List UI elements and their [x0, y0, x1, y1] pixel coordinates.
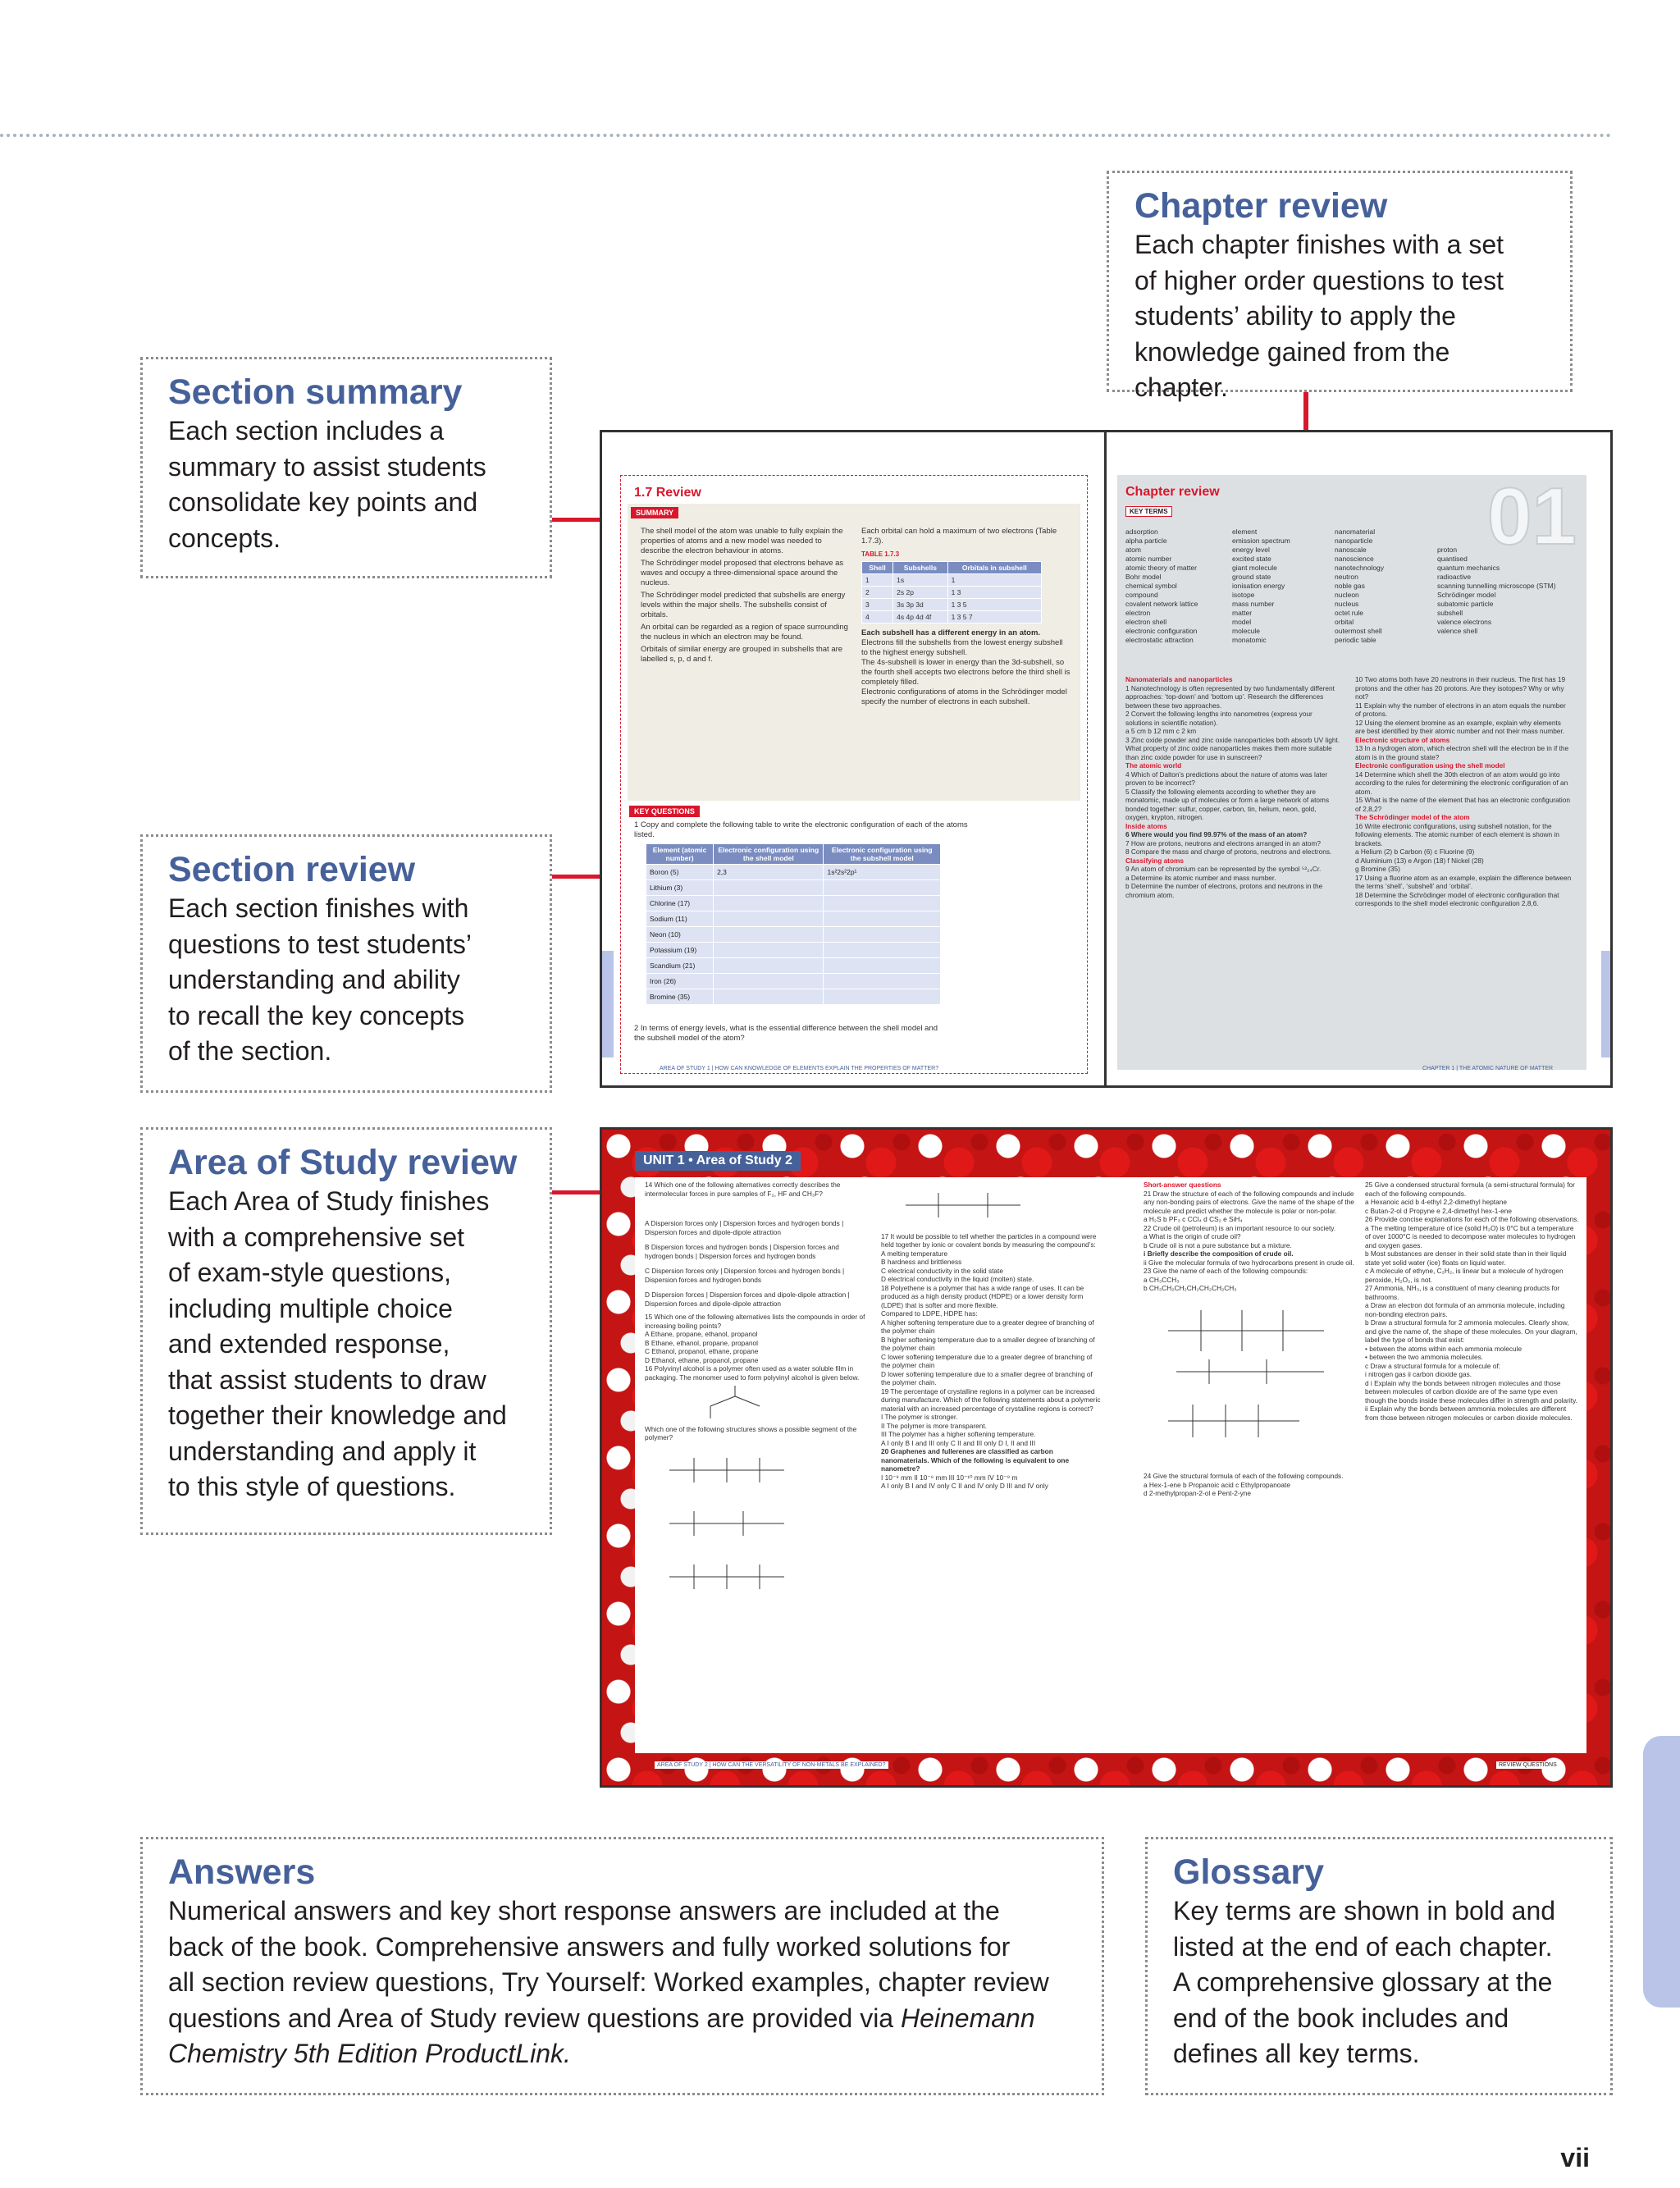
table-header: Shell [862, 562, 893, 574]
subheading: Electronic structure of atoms [1355, 735, 1450, 744]
key-term: element [1232, 528, 1258, 536]
table-cell: 1 3 5 7 [947, 611, 1041, 624]
aos-review-line: with a comprehensive set [168, 1222, 465, 1252]
answer-option: • between the atoms within each ammonia molecule [1365, 1344, 1522, 1353]
answer-option: A Ethane, propane, ethanol, propanol [645, 1330, 758, 1338]
question: 12 Using the element bromine as an example, explain why elements are best identified by their atomic number and not their mass number. [1355, 718, 1565, 735]
answer-option: a What is the origin of crude oil? [1144, 1232, 1241, 1240]
key-question-2: 2 In terms of energy levels, what is the essential difference between the shell model and the subshell model of the atom? [634, 1024, 938, 1043]
question: 10 Two atoms both have 20 neutrons in their nucleus. The first has 19 protons and the other has 20 protons. Are they isotopes? Why or why not? [1355, 675, 1566, 701]
question: b Determine the number of electrons, protons and neutrons in the chromium atom. [1125, 882, 1323, 899]
summary-bullet: The Schrödinger model proposed that electrons behave as waves and occupy a three-dimensional space around the nucleus. [641, 559, 844, 587]
key-term: Schrödinger model [1437, 591, 1496, 599]
key-term: mass number [1232, 600, 1275, 608]
answer-option: A melting temperature [881, 1249, 948, 1258]
question: a Determine its atomic number and mass number. [1125, 873, 1276, 882]
key-term: radioactive [1437, 573, 1472, 581]
key-term: valence electrons [1437, 618, 1492, 626]
section-review-line: understanding and ability [168, 965, 460, 994]
section-summary-line: Each section includes a [168, 416, 445, 445]
question: Compared to LDPE, HDPE has: [881, 1309, 978, 1318]
answers-product-name: Heinemann [900, 2003, 1035, 2033]
question: 11 Explain why the number of electrons in an atom equals the number of protons. [1355, 701, 1566, 718]
aos-review-line: and extended response, [168, 1329, 450, 1359]
spread-section-chapter-review [600, 430, 1613, 1088]
question: d Aluminium (13) e Argon (18) f Nickel (28) [1355, 856, 1484, 865]
answer-option: B higher softening temperature due to a smaller degree of branching of the polymer chain [881, 1335, 1095, 1352]
key-term: atom [1125, 546, 1141, 554]
glossary-title: Glossary [1173, 1852, 1325, 1892]
aos-column-1 [645, 1181, 866, 1603]
answer-option: C lower softening temperature due to a greater degree of branching of the polymer chain [881, 1352, 1093, 1369]
key-terms-column [1232, 528, 1335, 645]
section-summary-line: consolidate key points and [168, 487, 478, 517]
section-review-line: questions to test students’ [168, 929, 472, 959]
table-header: Element (atomic number) [646, 844, 714, 865]
answers-line: all section review questions, Try Yourself: Worked examples, chapter review [168, 1967, 1049, 1997]
table-cell: 1 3 5 [947, 599, 1041, 611]
glossary-line: defines all key terms. [1173, 2039, 1420, 2068]
summary-bullet: The shell model of the atom was unable to fully explain the properties of atoms and a new model was needed to describe the electron behaviour in atoms. [641, 527, 843, 555]
section-review-title: Section review [168, 850, 416, 889]
review-heading: 1.7 Review [634, 486, 701, 500]
table-cell: 1s [893, 574, 947, 587]
table-cell: 1s²2s²2p¹ [824, 865, 941, 880]
summary-box [628, 504, 1080, 801]
key-term: noble gas [1335, 582, 1365, 590]
section-summary-callout [140, 357, 552, 578]
glossary-callout [1145, 1837, 1613, 2095]
table-header: Subshells [893, 562, 947, 574]
question: 14 Which one of the following alternatives correctly describes the intermolecular forces in pure samples of F₂, HF and CH₃F? [645, 1181, 841, 1198]
key-terms-column [1437, 546, 1560, 636]
answer-option: D Dispersion forces | Dispersion forces and dipole-dipole attraction | Dispersion forces and dipole-dipole attraction [645, 1290, 850, 1308]
table-cell: 2s 2p [893, 587, 947, 599]
answer-option: c A molecule of ethyne, C₂H₂, is linear but a molecule of hydrogen peroxide, H₂O₂, is not. [1365, 1267, 1564, 1284]
answer-option: a CH₃CCH₃ [1144, 1275, 1180, 1284]
answer-option: a H₂S b PF₃ c CCl₄ d CS₂ e SiH₄ [1144, 1215, 1243, 1223]
answer-option: i nitrogen gas ii carbon dioxide gas. [1365, 1370, 1472, 1378]
section-summary-line: concepts. [168, 523, 281, 553]
subheading: Short-answer questions [1144, 1181, 1221, 1189]
key-term: valence shell [1437, 627, 1478, 635]
chapter-review-title: Chapter review [1134, 186, 1388, 226]
question: 1 Nanotechnology is often represented by two fundamentally different approaches: ‘top-down’ and ‘bottom up’. Research the differences between these two approaches. [1125, 683, 1335, 710]
aos-review-line: including multiple choice [168, 1293, 453, 1323]
answer-option: b Draw a structural formula for 2 ammonia molecules. Clearly show, and give the name of, the shape of these molecules. On your diagram, label the type of bonds that exist: [1365, 1318, 1577, 1344]
aos-review-title: Area of Study review [168, 1143, 518, 1182]
key-term: isotope [1232, 591, 1255, 599]
key-term: matter [1232, 609, 1253, 617]
answer-option: i Briefly describe the composition of crude oil. [1144, 1249, 1294, 1258]
table-cell: Iron (26) [646, 974, 714, 989]
key-terms-column [1125, 528, 1228, 645]
question: 16 Write electronic configurations, using subshell notation, for the following elements. The atomic number of each element is shown in brackets. [1355, 821, 1559, 847]
table-cell: 3 [862, 599, 893, 611]
answer-option: d i Explain why the bonds between nitrogen molecules and those between molecules of carbon dioxide are of the same type even though the bonds inside these molecules differ in strength and polarity. [1365, 1378, 1577, 1405]
key-term: covalent network lattice [1125, 600, 1198, 608]
left-page [620, 475, 1088, 1074]
question: 4 Which of Dalton’s predictions about the nature of atoms was later proven to be incorrect? [1125, 770, 1328, 787]
summary-column-2 [861, 527, 1071, 707]
question: 13 In a hydrogen atom, which electron shell will the electron be in if the atom is in the ground state? [1355, 744, 1569, 761]
chapter-review-callout [1107, 171, 1573, 402]
table-cell: Lithium (3) [646, 880, 714, 896]
key-term: adsorption [1125, 528, 1158, 536]
section-review-callout [140, 834, 552, 1093]
glossary-line: end of the book includes and [1173, 2003, 1509, 2033]
aos-column-4 [1365, 1181, 1580, 1422]
summary-bullet: Each orbital can hold a maximum of two electrons (Table 1.7.3). [861, 527, 1057, 546]
question: 21 Draw the structure of each of the following compounds and include any non-bonding pairs of electrons. Give the name of the shape of the molecule and predict whether the molecule is polar or non-polar. [1144, 1189, 1354, 1215]
answers-line: Numerical answers and key short response answers are included at the [168, 1896, 1000, 1925]
answer-option: I 10⁻⁹ mm II 10⁻⁶ mm III 10⁻¹⁰ mm IV 10⁻⁹ m [881, 1473, 1018, 1482]
question: 19 The percentage of crystalline regions in a polymer can be increased during manufacture. Which of the following statements about a polymeric material with an increased percentage of crystalline regions is correct? [881, 1386, 1101, 1413]
page-number: vii [1560, 2143, 1590, 2172]
key-term: scanning tunnelling microscope (STM) [1437, 582, 1556, 590]
table-cell: Neon (10) [646, 927, 714, 943]
aos-review-callout [140, 1127, 552, 1535]
question: 15 What is the name of the element that has an electronic configuration of 2,8,2? [1355, 796, 1570, 813]
question: a 5 cm b 12 mm c 2 km [1125, 727, 1197, 735]
question: 22 Crude oil (petroleum) is an important resource to our society. [1144, 1223, 1336, 1232]
answer-option: C electrical conductivity in the solid state [881, 1266, 1003, 1275]
key-term: ionisation energy [1232, 582, 1285, 590]
key-term: nanoparticle [1335, 537, 1373, 545]
question: 15 Which one of the following alternatives lists the compounds in order of increasing boiling points? [645, 1313, 865, 1330]
key-term: compound [1125, 591, 1158, 599]
question: 27 Ammonia, NH₃, is a constituent of many cleaning products for bathrooms. [1365, 1284, 1560, 1301]
answer-option: D lower softening temperature due to a smaller degree of branching of the polymer chain. [881, 1369, 1093, 1386]
key-term: nucleon [1335, 591, 1359, 599]
left-page-tab [602, 951, 614, 1057]
chapter-review-line: of higher order questions to test [1134, 265, 1504, 295]
key-term: model [1232, 618, 1252, 626]
key-term: octet rule [1335, 609, 1363, 617]
table-cell: 4 [862, 611, 893, 624]
answer-option: A I only B I and III only C II and III only D I, II and III [881, 1438, 1036, 1447]
key-term: electron [1125, 609, 1151, 617]
question: 23 Give the name of each of the following compounds: [1144, 1267, 1308, 1275]
aos-review-line: to this style of questions. [168, 1472, 456, 1501]
table-cell: Scandium (21) [646, 958, 714, 974]
answer-option: a Hexanoic acid b 4-ethyl 2,2-dimethyl heptane [1365, 1198, 1507, 1206]
question: 5 Classify the following elements according to whether they are monatomic, made up of molecules or form a large network of atoms bonded together: sulfur, copper, carbon, tin, helium, neon, gold, oxygen, krypton, nitrogen. [1125, 787, 1330, 821]
question: 25 Give a condensed structural formula (a semi-structural formula) for each of the following compounds. [1365, 1181, 1575, 1198]
section-review-line: to recall the key concepts [168, 1000, 465, 1030]
aos-review-line: understanding and apply it [168, 1436, 477, 1466]
key-term: alpha particle [1125, 537, 1167, 545]
right-footer: CHAPTER 1 | THE ATOMIC NATURE OF MATTER [1422, 1066, 1554, 1071]
table-cell: 1 [947, 574, 1041, 587]
subheading: The Schrödinger model of the atom [1355, 813, 1470, 821]
key-term: energy level [1232, 546, 1270, 554]
key-term: electronic configuration [1125, 627, 1198, 635]
summary-label: SUMMARY [631, 507, 678, 518]
table-cell: 1 3 [947, 587, 1041, 599]
top-dotted-rule [0, 134, 1612, 137]
question: Which one of the following structures shows a possible segment of the polymer? [645, 1424, 857, 1441]
answer-option: A Dispersion forces only | Dispersion forces and hydrogen bonds | Dispersion forces and dipole-dipole attraction [645, 1219, 844, 1236]
summary-bullet: Each subshell has a different energy in an atom. [861, 628, 1041, 637]
aos-column-3 [1144, 1181, 1357, 1498]
polymer-option-diagrams [645, 1446, 809, 1601]
key-term: nanotechnology [1335, 564, 1385, 572]
question: 17 Using a fluorine atom as an example, explain the difference between the terms ‘shell’, ‘subshell’ and ‘orbital’. [1355, 873, 1572, 890]
key-term: atomic theory of matter [1125, 564, 1197, 572]
answer-option: B Dispersion forces and hydrogen bonds | Dispersion forces and hydrogen bonds | Dispersion forces and hydrogen bonds [645, 1243, 839, 1260]
table-header: Orbitals in subshell [947, 562, 1041, 574]
answer-option: D Ethanol, ethane, propanol, propane [645, 1355, 759, 1364]
right-page [1117, 471, 1586, 1070]
section-summary-line: summary to assist students [168, 451, 486, 482]
chapter-review-line: students’ ability to apply the [1134, 301, 1456, 331]
key-term: nanoscience [1335, 555, 1374, 563]
answer-option: d 2-methylpropan-2-ol e Pent-2-yne [1144, 1489, 1251, 1497]
glossary-line: Key terms are shown in bold and [1173, 1896, 1556, 1925]
table-header: Electronic configuration using the subshell model [824, 844, 941, 865]
answer-option: ii Explain why the bonds between ammonia molecules are different from those between nitrogen molecules or carbon dioxide molecules. [1365, 1405, 1573, 1422]
answer-option: B hardness and brittleness [881, 1258, 962, 1266]
answer-option: C Dispersion forces only | Dispersion forces and hydrogen bonds | Dispersion forces and hydrogen bonds [645, 1267, 845, 1284]
key-term: orbital [1335, 618, 1354, 626]
glossary-line: A comprehensive glossary at the [1173, 1967, 1553, 1997]
key-term: subatomic particle [1437, 600, 1494, 608]
answer-option: C Ethanol, propanol, ethane, propane [645, 1347, 759, 1355]
table-caption: TABLE 1.7.3 [861, 550, 900, 558]
section-review-line: of the section. [168, 1036, 332, 1066]
key-term: subshell [1437, 609, 1463, 617]
aos-review-line: of exam-style questions, [168, 1258, 452, 1287]
subheading: Nanomaterials and nanoparticles [1125, 675, 1233, 683]
question: 14 Determine which shell the 30th electron of an atom would go into according to the rules for determining the electronic configuration of an atom. [1355, 770, 1568, 796]
summary-bullet: The Schrödinger model predicted that subshells are energy levels within the major shells. The subshells consist of orbitals. [641, 591, 846, 619]
key-term: emission spectrum [1232, 537, 1290, 545]
key-term: chemical symbol [1125, 582, 1177, 590]
key-term: quantised [1437, 555, 1468, 563]
key-term: neutron [1335, 573, 1358, 581]
chapter-questions-left [1125, 675, 1340, 899]
table-cell: Bromine (35) [646, 989, 714, 1005]
table-cell: Chlorine (17) [646, 896, 714, 911]
answer-option: b Most substances are denser in their solid state than in their liquid state yet solid water (ice) floats on liquid water. [1365, 1249, 1567, 1267]
answer-option: a Draw an electron dot formula of an ammonia molecule, including non-bonding electron pairs. [1365, 1301, 1565, 1318]
aos-banner: UNIT 1 • Area of Study 2 [635, 1151, 801, 1171]
section-summary-title: Section summary [168, 372, 463, 412]
question: 18 Polyethene is a polymer that has a wide range of uses. It can be produced as a high density product (HDPE) or a lower density form (LDPE) that is softer and more flexible. [881, 1283, 1084, 1309]
answer-option: ii Give the molecular formula of two hydrocarbons present in crude oil. [1144, 1258, 1354, 1267]
question: 26 Provide concise explanations for each of the following observations. [1365, 1215, 1579, 1223]
answer-option: c Draw a structural formula for a molecule of: [1365, 1361, 1501, 1370]
subshell-table [861, 561, 1042, 624]
subheading: The atomic world [1125, 761, 1182, 770]
summary-bullet: The 4s-subshell is lower in energy than the 3d-subshell, so the fourth shell accepts two electrons before the third shell is completely filled. [861, 658, 1071, 687]
question: 3 Zinc oxide powder and zinc oxide nanoparticles both absorb UV light. What property of zinc oxide nanoparticles makes them more suitable than zinc oxide powder for use in sunscreen? [1125, 735, 1340, 761]
key-term: electron shell [1125, 618, 1167, 626]
subheading: Electronic configuration using the shell model [1355, 761, 1505, 770]
right-page-tab [1601, 951, 1613, 1057]
left-footer: AREA OF STUDY 1 | HOW CAN KNOWLEDGE OF ELEMENTS EXPLAIN THE PROPERTIES OF MATTER? [660, 1066, 939, 1071]
aos-footer-right: REVIEW QUESTIONS [1496, 1761, 1559, 1769]
aos-review-line: Each Area of Study finishes [168, 1186, 490, 1216]
key-questions-label: KEY QUESTIONS [629, 806, 700, 817]
answers-title: Answers [168, 1852, 316, 1892]
summary-bullet: Orbitals of similar energy are grouped in subshells that are labelled s, p, d and f. [641, 645, 843, 664]
question: 18 Determine the Schrödinger model of electronic configuration that corresponds to the shell model electronic configuration 2,8,6. [1355, 890, 1559, 907]
chapter-number: 01 [1486, 471, 1577, 561]
structure-option-d-diagram [881, 1181, 1045, 1230]
question: 9 An atom of chromium can be represented by the symbol ⁵²₂₄Cr. [1125, 865, 1322, 873]
key-term: nucleus [1335, 600, 1359, 608]
monomer-structure-diagram [694, 1382, 792, 1423]
page-edge-tab [1643, 1736, 1680, 2008]
answer-option: D electrical conductivity in the liquid (molten) state. [881, 1275, 1034, 1283]
key-term: nanomaterial [1335, 528, 1376, 536]
answer-option: a The melting temperature of ice (solid H₂O) is 0°C but a temperature of over 1000°C is needed to decompose water molecules to hydrogen and oxygen gases. [1365, 1223, 1576, 1249]
spread-area-of-study-review [600, 1127, 1613, 1788]
answers-product-name: Chemistry 5th Edition ProductLink. [168, 2039, 571, 2068]
answers-callout [140, 1837, 1104, 2095]
glossary-line: listed at the end of each chapter. [1173, 1931, 1553, 1962]
answer-option: c Butan-2-ol d Propyne e 2,4-dimethyl hex-1-ene [1365, 1206, 1512, 1215]
aos-review-line: together their knowledge and [168, 1400, 507, 1430]
spread-gutter [1104, 432, 1107, 1088]
answer-option: II The polymer is more transparent. [881, 1421, 987, 1430]
section-review-line: Each section finishes with [168, 893, 469, 923]
chapter-review-line: knowledge gained from the chapter. [1134, 336, 1450, 402]
answers-line [168, 2001, 1077, 2037]
table-cell: 2 [862, 587, 893, 599]
question: g Bromine (35) [1355, 865, 1400, 873]
key-term: ground state [1232, 573, 1271, 581]
summary-bullet: Electrons fill the subshells from the lowest energy subshell to the highest energy subshell. [861, 638, 1063, 657]
aos-review-line: that assist students to draw [168, 1364, 486, 1395]
answer-option: B Ethane, ethanol, propane, propanol [645, 1338, 758, 1347]
question: 17 It would be possible to tell whether the particles in a compound were held together by ionic or covalent bonds by measuring the compound’s: [881, 1231, 1097, 1249]
table-header: Electronic configuration using the shell model [714, 844, 824, 865]
question: 2 Convert the following lengths into nanometres (express your solutions in scientific notation). [1125, 710, 1312, 727]
answers-line: back of the book. Comprehensive answers and fully worked solutions for [168, 1931, 1011, 1962]
summary-bullet: Electronic configurations of atoms in the Schrödinger model specify the number of electrons in each subshell. [861, 687, 1067, 706]
answers-line [168, 2036, 1077, 2072]
answer-option: A I only B I and IV only C II and IV only D III and IV only [881, 1482, 1048, 1490]
question: a Helium (2) b Carbon (6) c Fluorine (9) [1355, 847, 1475, 856]
key-term: quantum mechanics [1437, 564, 1500, 572]
question: 16 Polyvinyl alcohol is a polymer often used as a water soluble film in packaging. The monomer used to form polyvinyl alcohol is given below. [645, 1364, 860, 1382]
key-term: periodic table [1335, 636, 1376, 644]
key-term: monatomic [1232, 636, 1267, 644]
answer-option: III The polymer has a higher softening temperature. [881, 1430, 1036, 1438]
table-cell: Potassium (19) [646, 943, 714, 958]
question: 8 Compare the mass and charge of protons, neutrons and electrons. [1125, 847, 1332, 856]
key-term: Bohr model [1125, 573, 1162, 581]
aos-footer-left: AREA OF STUDY 2 | HOW CAN THE VERSATILITY OF NON-METALS BE EXPLAINED? [655, 1761, 888, 1769]
hydrocarbon-structure-diagram [1144, 1298, 1349, 1470]
chapter-review-line: Each chapter finishes with a set [1134, 230, 1504, 259]
answer-option: b CH₃CH₂CH₂CH₂CH₂CH₂CH₃ [1144, 1284, 1237, 1292]
aos-column-2 [881, 1181, 1102, 1491]
subheading: Classifying atoms [1125, 856, 1185, 865]
subheading: Inside atoms [1125, 821, 1167, 830]
table-cell: Sodium (11) [646, 911, 714, 927]
key-terms-column [1335, 528, 1437, 645]
answer-option: b Crude oil is not a pure substance but a mixture. [1144, 1240, 1292, 1249]
question: 20 Graphenes and fullerenes are classified as carbon nanomaterials. Which of the following is equivalent to one nanometre? [881, 1447, 1070, 1473]
key-question-1: 1 Copy and complete the following table to write the electronic configuration of each of the atoms listed. [634, 820, 968, 839]
summary-bullet: An orbital can be regarded as a region of space surrounding the nucleus in which an electron may be found. [641, 623, 848, 642]
key-term: nanoscale [1335, 546, 1367, 554]
chapter-questions-right [1355, 675, 1573, 908]
table-cell: Boron (5) [646, 865, 714, 880]
key-term: outermost shell [1335, 627, 1382, 635]
chapter-review-heading: Chapter review [1125, 485, 1220, 499]
table-cell: 4s 4p 4d 4f [893, 611, 947, 624]
key-term: giant molecule [1232, 564, 1277, 572]
answer-option: I The polymer is stronger. [881, 1413, 958, 1421]
answer-option: • between the two ammonia molecules. [1365, 1353, 1484, 1361]
key-term: proton [1437, 546, 1458, 554]
table-cell: 2,3 [714, 865, 824, 880]
key-term: excited state [1232, 555, 1271, 563]
table-cell: 3s 3p 3d [893, 599, 947, 611]
table-cell: 1 [862, 574, 893, 587]
answer-option: a Hex-1-ene b Propanoic acid c Ethylpropanoate [1144, 1480, 1290, 1489]
key-term: electrostatic attraction [1125, 636, 1194, 644]
question: 7 How are protons, neutrons and electrons arranged in an atom? [1125, 838, 1321, 847]
question: 24 Give the structural formula of each of the following compounds. [1144, 1472, 1344, 1480]
answer-option: A higher softening temperature due to a greater degree of branching of the polymer chain [881, 1318, 1094, 1335]
aos-page [635, 1177, 1586, 1753]
key-term: molecule [1232, 627, 1261, 635]
configuration-table [646, 843, 941, 1005]
key-terms-label: KEY TERMS [1125, 506, 1172, 517]
answers-text: questions and Area of Study review questions are provided via [168, 2003, 901, 2033]
summary-column-1 [641, 527, 850, 665]
key-term: atomic number [1125, 555, 1172, 563]
question: 6 Where would you find 99.97% of the mass of an atom? [1125, 830, 1308, 838]
